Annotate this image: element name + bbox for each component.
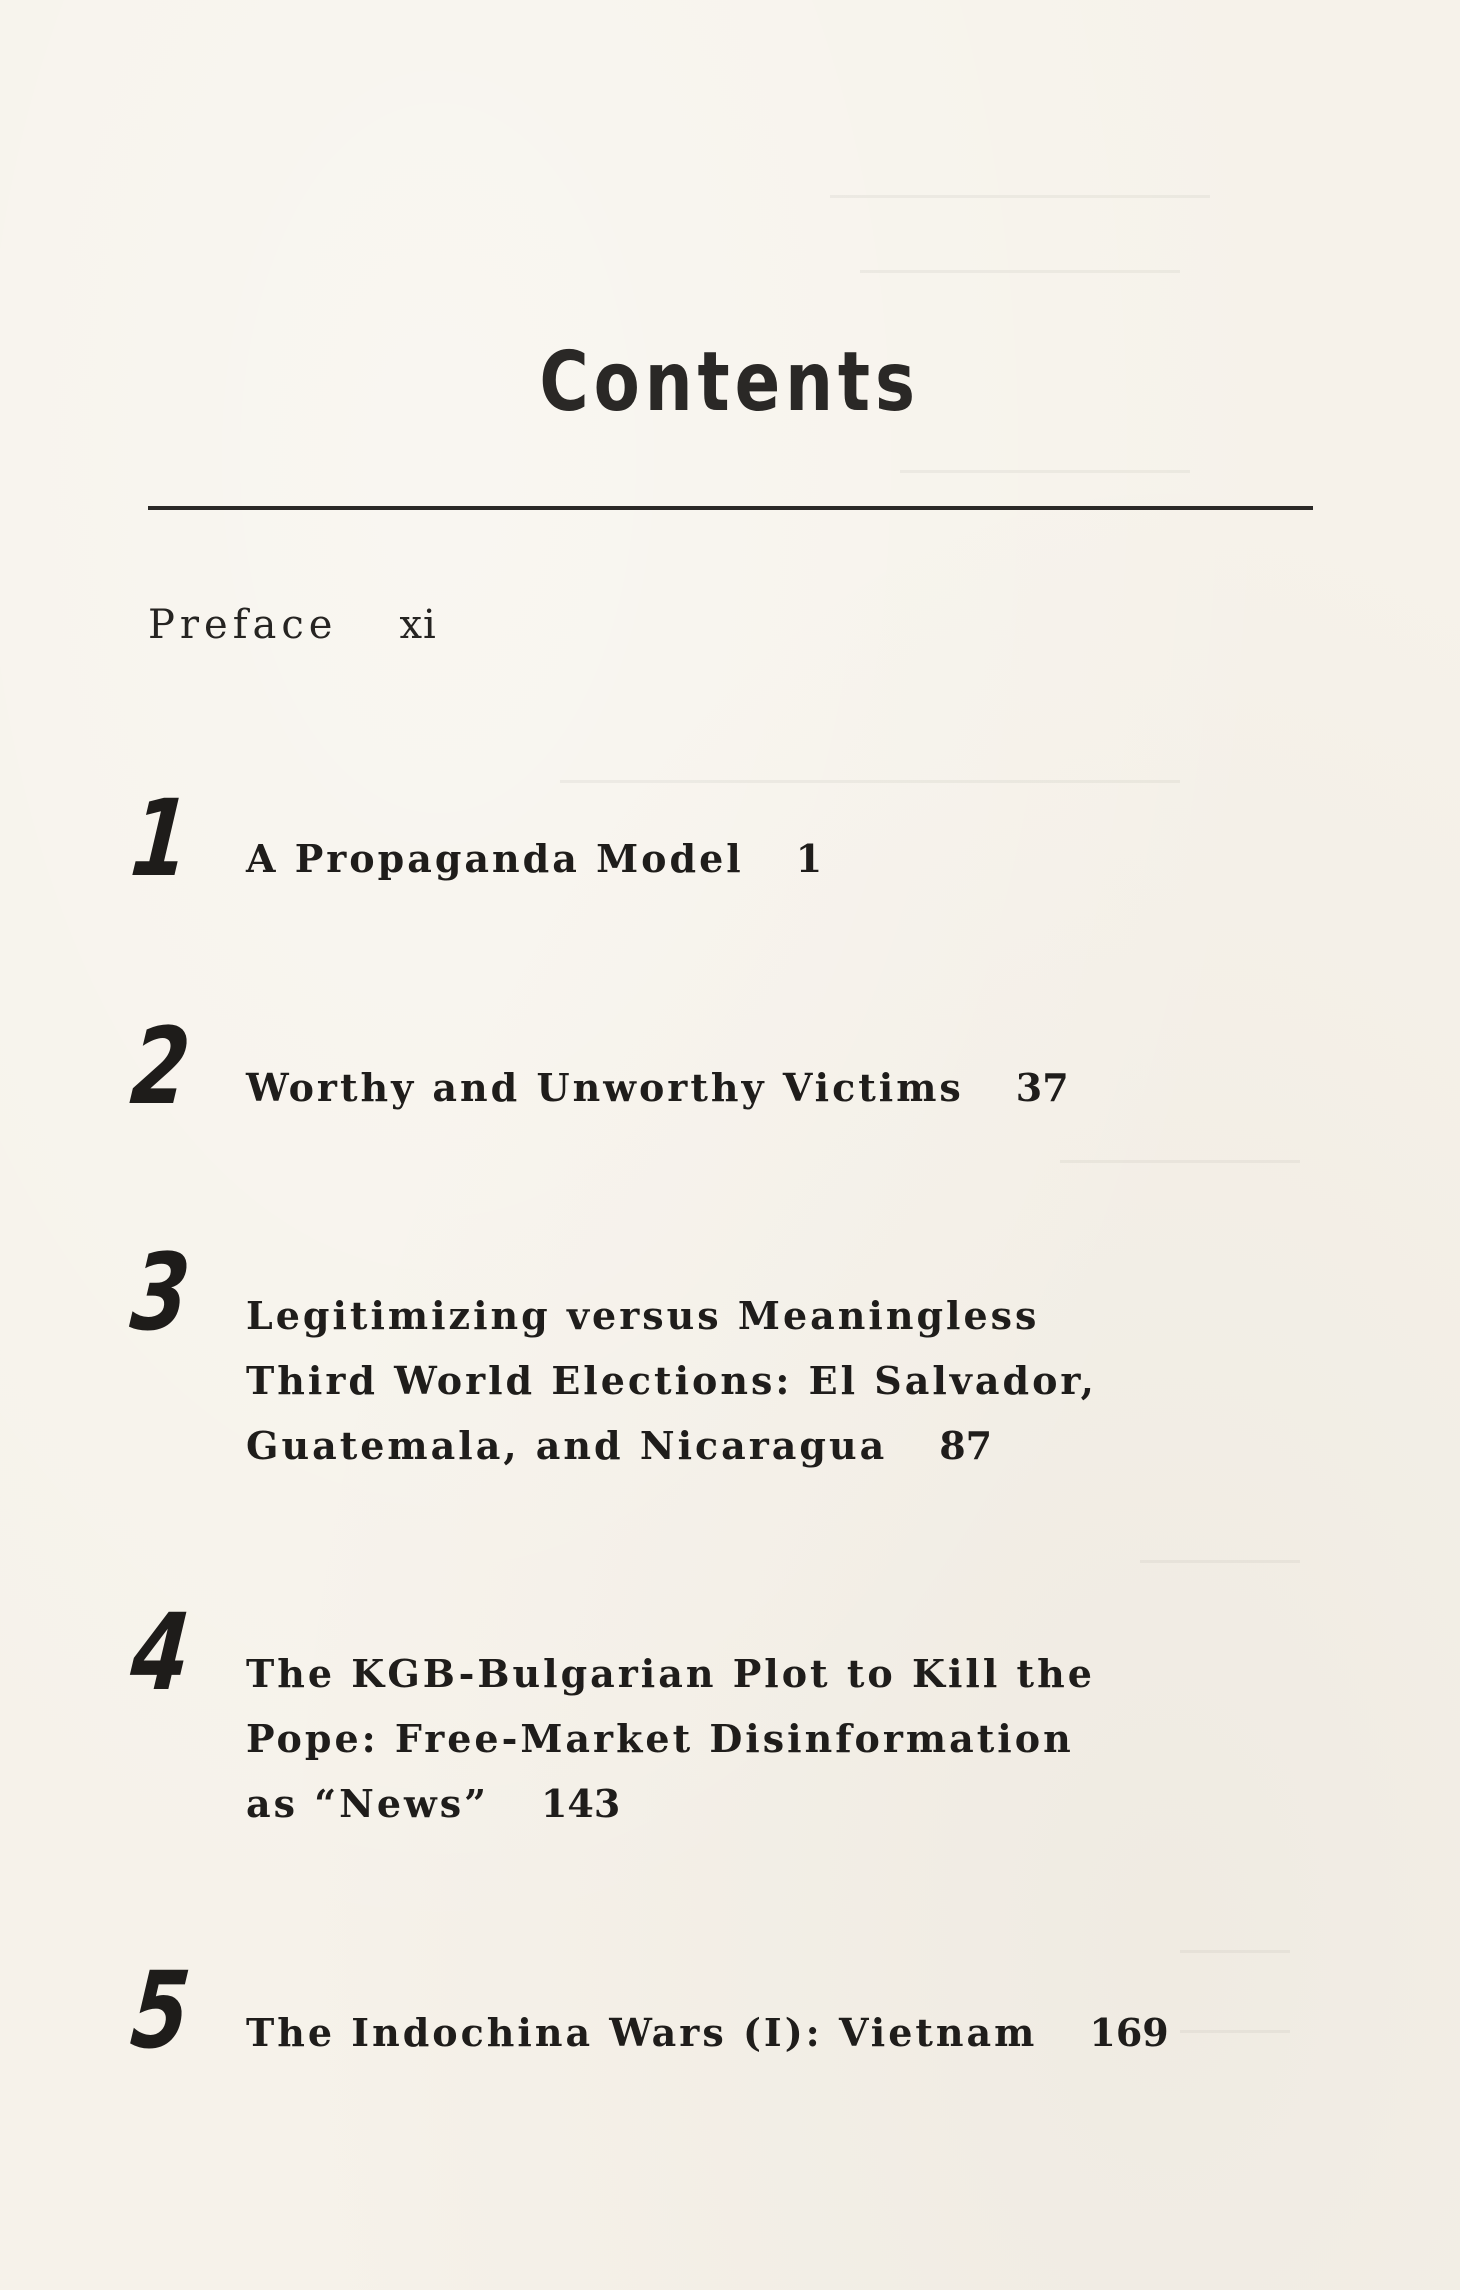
chapter-title-line: Third World Elections: El Salvador, (246, 1358, 1097, 1403)
preface-entry (148, 602, 437, 648)
chapter-number: 2 (126, 1005, 195, 1128)
chapter-entry (246, 1055, 1069, 1120)
chapter-title-line: Legitimizing versus Meaningless (246, 1293, 1040, 1338)
title-rule (148, 506, 1313, 510)
chapter-page: 37 (1015, 1065, 1069, 1110)
show-through-line (1180, 1950, 1290, 1953)
show-through-line (1140, 1560, 1300, 1563)
chapter-page: 1 (795, 836, 823, 881)
show-through-line (560, 780, 1180, 783)
chapter-entry (246, 1283, 1097, 1478)
chapter-title-line: The Indochina Wars (I): Vietnam (246, 2010, 1038, 2055)
show-through-line (830, 195, 1210, 198)
chapter-title-line: Worthy and Unworthy Victims (246, 1065, 964, 1110)
chapter-number: 5 (126, 1949, 195, 2072)
chapter-page: 87 (939, 1423, 993, 1468)
page-title: Contents (539, 335, 920, 430)
chapter-entry (246, 1641, 1095, 1836)
chapter-page: 143 (540, 1781, 621, 1826)
chapter-title-line: as “News” (246, 1781, 489, 1826)
chapter-entry (246, 826, 822, 891)
show-through-line (1060, 1160, 1300, 1163)
show-through-line (860, 270, 1180, 273)
chapter-title-line: The KGB-Bulgarian Plot to Kill the (246, 1651, 1095, 1696)
chapter-number: 4 (126, 1591, 195, 1714)
chapter-number: 1 (126, 777, 195, 900)
preface-page: xi (399, 602, 437, 648)
chapter-title-line: Pope: Free-Market Disinformation (246, 1716, 1074, 1761)
show-through-line (1180, 2030, 1290, 2033)
chapter-number: 3 (126, 1231, 195, 1354)
chapter-title-line: Guatemala, and Nicaragua (246, 1423, 888, 1468)
preface-label: Preface (148, 602, 338, 648)
chapter-page: 169 (1089, 2010, 1169, 2055)
chapter-entry (246, 2000, 1169, 2065)
show-through-line (900, 470, 1190, 473)
chapter-title-line: A Propaganda Model (246, 836, 744, 881)
